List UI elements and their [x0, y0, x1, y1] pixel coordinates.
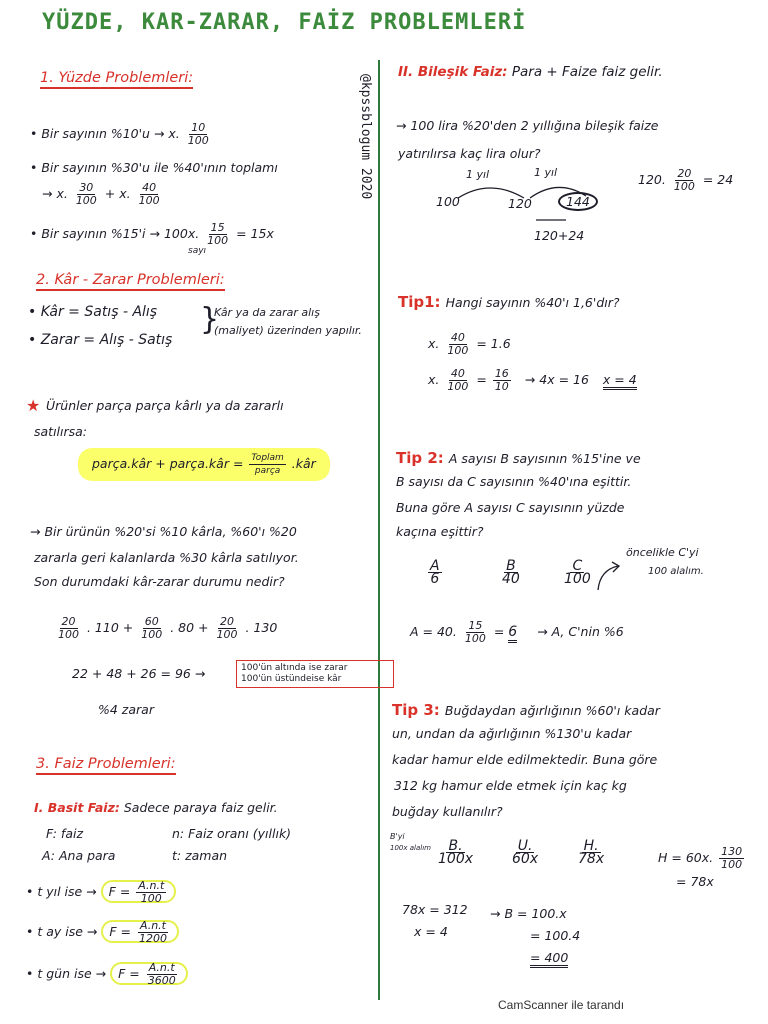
fraction: $\frac{\text{Toplam}}{\text{parça}}$ — [251, 453, 284, 476]
fraction: $\frac{30}{100}$ — [75, 181, 97, 207]
tip2-frac-c: $\frac{C}{100}$ — [564, 558, 591, 587]
tip1-result: x = 4 — [603, 372, 637, 390]
fraction: $\frac{40}{100}$ — [447, 367, 469, 393]
tip3-question-3: kadar hamur elde edilmektedir. Buna göre — [392, 752, 658, 767]
yuzde-line-4a: • Bir sayının %15'i → 100x. — [30, 226, 200, 241]
bilesik-faiz-line — [398, 64, 663, 80]
bilesik-calc-a: 120. — [638, 172, 666, 187]
tip3-b-1: → B = 100.x — [490, 906, 567, 921]
bilesik-year-1: 1 yıl — [466, 168, 490, 181]
tip2-frac-b: $\frac{B}{40}$ — [502, 558, 520, 587]
tip1-question: Hangi sayının %40'ı 1,6'dır? — [445, 295, 620, 310]
tip1-line — [398, 292, 620, 311]
tip3-question-5: buğday kullanılır? — [392, 804, 503, 819]
rule-yil-label: • t yıl ise → — [26, 884, 97, 899]
tip3-question-4: 312 kg hamur elde etmek için kaç kg — [394, 778, 627, 793]
fraction: $\frac{20}{100}$ — [216, 615, 238, 641]
fraction: $\frac{130}{100}$ — [721, 845, 743, 871]
var-a: A: Ana para — [42, 848, 116, 863]
bilesik-calc-result: = 24 — [702, 172, 734, 187]
fraction: $\frac{20}{100}$ — [673, 167, 695, 193]
tip2-question-3: Buna göre A sayısı C sayısının yüzde — [396, 500, 625, 515]
tip3-label: Tip 3: — [392, 701, 440, 719]
bilesik-sum: 120+24 — [534, 228, 585, 243]
tip2-frac-a: $\frac{A}{6}$ — [430, 558, 440, 587]
rule-ay — [26, 920, 179, 945]
tip3-b-2: = 100.4 — [530, 928, 581, 943]
calc-term-1: . 110 + — [86, 620, 134, 635]
tip3-side-1: B'yi — [390, 832, 405, 841]
tip2-result: A = 40. $\frac{15}{100}$ = 6 → A, C'nin %6 — [410, 619, 624, 645]
yuzde-line-1-text: • Bir sayının %10'u → x. — [30, 126, 180, 141]
rule-gun-label: • t gün ise → — [26, 966, 107, 981]
tip3-side-2: 100x alalım — [390, 844, 431, 852]
calc-term-2: . 80 + — [170, 620, 209, 635]
yuzde-line-4 — [30, 222, 274, 247]
box-line-1: 100'ün altında ise zarar — [241, 663, 348, 673]
yuzde-line-4b: = 15x — [236, 226, 274, 241]
scanner-footer: CamScanner ile tarandı — [498, 998, 625, 1012]
star-icon: ★ — [26, 396, 41, 415]
parca-line-1: Ürünler parça parça kârlı ya da zararlı — [46, 398, 284, 413]
bilesik-120: 120 — [508, 196, 532, 211]
basit-faiz-line — [34, 800, 278, 815]
tip3-line-1 — [392, 700, 660, 719]
yuzde-line-3 — [42, 182, 164, 207]
fraction: $\frac{20}{100}$ — [58, 615, 79, 641]
fraction: $\frac{A.n.t}{100}$ — [138, 879, 165, 905]
section-yuzde-title: 1. Yüzde Problemleri: — [40, 70, 193, 89]
brace: } — [200, 302, 220, 337]
kz-note-box — [236, 660, 394, 688]
page-title: YÜZDE, KAR-ZARAR, FAİZ PROBLEMLERİ — [42, 10, 527, 35]
tip1-calc-1: x. $\frac{40}{100}$ = 1.6 — [428, 331, 511, 357]
basit-faiz-label: I. Basit Faiz: — [34, 800, 120, 815]
sayi-label: sayı — [188, 246, 207, 256]
tip1-calc-2: x. $\frac{40}{100}$ = $\frac{16}{10}$ → 4x = 16 x = 4 — [428, 367, 637, 393]
yuzde-line-2: • Bir sayının %30'u ile %40'ının toplamı — [30, 160, 278, 175]
tip3-b-3: = 400 — [530, 950, 568, 968]
var-t: t: zaman — [172, 848, 228, 863]
tip2-note-1: öncelikle C'yi — [626, 546, 699, 559]
kz-question-1: → Bir ürünün %20'si %10 kârla, %60'ı %20 — [30, 524, 297, 539]
yuzde-line-3a: → x. — [42, 186, 68, 201]
tip2-arrow-icon — [594, 560, 624, 594]
tip3-eq-2: x = 4 — [414, 924, 448, 939]
tip2-line-1 — [396, 448, 641, 467]
bilesik-faiz-label: II. Bileşik Faiz: — [398, 64, 508, 80]
var-f: F: faiz — [46, 826, 84, 841]
fraction: $\frac{40}{100}$ — [138, 181, 160, 207]
kz-question-2: zararla geri kalanlarda %30 kârla satılıyor. — [34, 550, 299, 565]
fraction: $\frac{A.n.t}{3600}$ — [147, 961, 176, 987]
rule-yil-formula: F = $\frac{A.n.t}{100}$ — [101, 880, 177, 903]
bilesik-100: 100 — [436, 194, 460, 209]
bilesik-144: 144 — [558, 192, 598, 211]
tip2-note-2: 100 alalım. — [648, 566, 704, 577]
highlight-formula — [78, 448, 330, 481]
tip3-h-calc: H = 60x. $\frac{130}{100}$ — [658, 845, 743, 871]
var-n: n: Faiz oranı (yıllık) — [172, 826, 292, 841]
rule-ay-formula: F = $\frac{A.n.t}{1200}$ — [101, 920, 179, 943]
kz-calc — [54, 616, 277, 641]
bilesik-year-2: 1 yıl — [534, 166, 558, 179]
calc-term-3: . 130 — [245, 620, 278, 635]
tip2-question-4: kaçına eşittir? — [396, 524, 484, 539]
fraction: $\frac{40}{100}$ — [447, 331, 469, 357]
bilesik-faiz-text: Para + Faize faiz gelir. — [511, 64, 663, 80]
kz-question-3: Son durumdaki kâr-zarar durumu nedir? — [34, 574, 285, 589]
rule-gun-formula: F = $\frac{A.n.t}{3600}$ — [110, 962, 188, 985]
fraction: $\frac{60}{100}$ — [141, 615, 163, 641]
kz-result: %4 zarar — [98, 702, 154, 717]
fraction: $\frac{10}{100}$ — [187, 121, 209, 147]
hl-part-a: parça.kâr + parça.kâr = — [92, 456, 244, 471]
tip3-h-result: = 78x — [676, 874, 714, 889]
tip3-eq-1: 78x = 312 — [402, 902, 468, 917]
tip3-question-2: un, undan da ağırlığının %130'u kadar — [392, 726, 632, 741]
tip3-question-1: Buğdaydan ağırlığının %60'ı kadar — [444, 703, 660, 718]
fraction: $\frac{15}{100}$ — [207, 221, 229, 247]
rule-ay-label: • t ay ise → — [26, 924, 98, 939]
kar-note-1: Kâr ya da zarar alış — [214, 306, 320, 319]
rule-yil — [26, 880, 176, 905]
yuzde-line-3b: + x. — [104, 186, 131, 201]
bilesik-question-2: yatırılırsa kaç lira olur? — [398, 146, 541, 161]
kar-note-2: (maliyet) üzerinden yapılır. — [214, 324, 362, 337]
bilesik-calc — [638, 168, 733, 193]
tip3-frac-u: $\frac{U.}{60x}$ — [512, 838, 539, 867]
section-kar-zarar-title: 2. Kâr - Zarar Problemleri: — [36, 272, 225, 291]
tip3-frac-b: $\frac{B.}{100x}$ — [438, 838, 474, 867]
tip1-label: Tip1: — [398, 293, 441, 311]
parca-line-2: satılırsa: — [34, 424, 88, 439]
fraction: $\frac{16}{10}$ — [494, 367, 509, 393]
box-line-2: 100'ün üstündeise kâr — [241, 674, 342, 684]
watermark: @kpssblogum 2020 — [358, 74, 373, 200]
kz-sum: 22 + 48 + 26 = 96 → — [72, 666, 206, 681]
column-divider — [378, 60, 380, 1000]
bilesik-question-1: → 100 lira %20'den 2 yıllığına bileşik faize — [396, 118, 659, 133]
hl-part-b: .kâr — [291, 456, 316, 471]
fraction: $\frac{15}{100}$ — [464, 619, 486, 645]
fraction: $\frac{A.n.t}{1200}$ — [138, 919, 167, 945]
section-faiz-title: 3. Faiz Problemleri: — [36, 756, 176, 775]
basit-faiz-text: Sadece paraya faiz gelir. — [123, 800, 278, 815]
rule-gun — [26, 962, 188, 987]
zarar-formula: • Zarar = Alış - Satış — [28, 332, 173, 348]
kar-formula: • Kâr = Satış - Alış — [28, 304, 158, 320]
yuzde-line-1 — [30, 122, 213, 147]
tip3-frac-h: $\frac{H.}{78x}$ — [578, 838, 605, 867]
tip2-label: Tip 2: — [396, 449, 444, 467]
tip2-question-2: B sayısı da C sayısının %40'ına eşittir. — [396, 474, 632, 489]
tip2-question-1: A sayısı B sayısının %15'ine ve — [448, 451, 641, 466]
